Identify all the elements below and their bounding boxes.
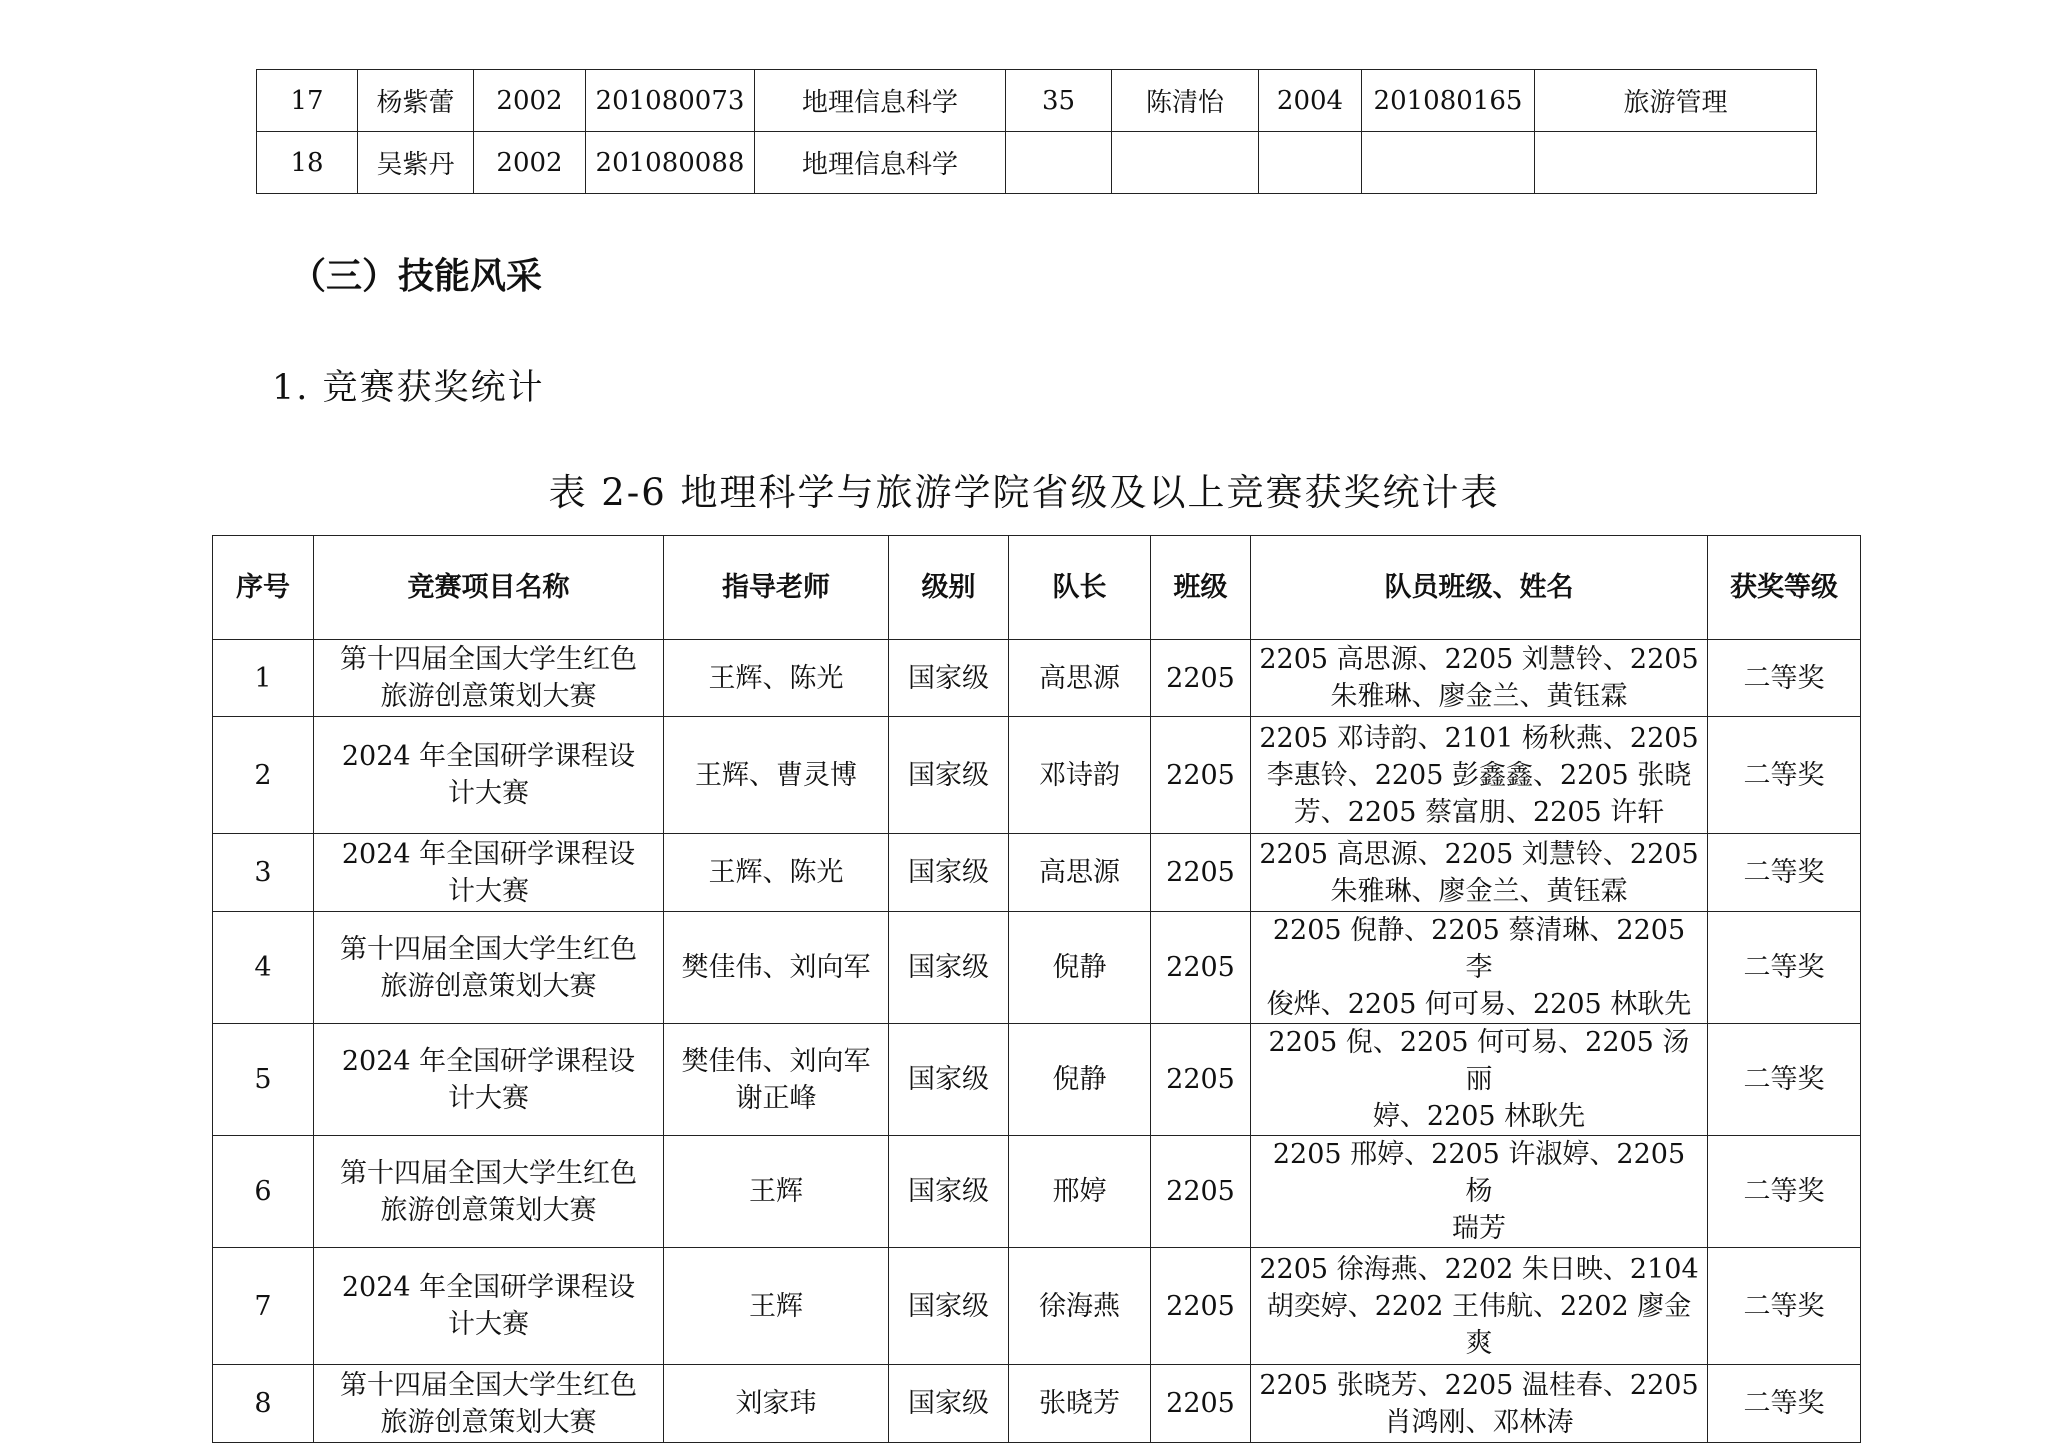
header-competition-name: 竞赛项目名称 [314, 536, 664, 640]
cell-members: 2205 高思源、2205 刘慧铃、2205 朱雅琳、廖金兰、黄钰霖 [1251, 640, 1708, 717]
table-row [213, 1024, 1861, 1136]
cell-class: 2205 [1151, 1248, 1251, 1365]
cell-index: 5 [213, 1024, 314, 1136]
cell-level: 国家级 [889, 912, 1009, 1024]
cell-team-leader: 张晓芳 [1009, 1365, 1151, 1443]
cell-members: 2205 倪静、2205 蔡清琳、2205 李 俊烨、2205 何可易、2205 林耿先 [1251, 912, 1708, 1024]
header-index: 序号 [213, 536, 314, 640]
cell-competition-name: 第十四届全国大学生红色 旅游创意策划大赛 [314, 1365, 664, 1443]
cell-class: 2205 [1151, 1365, 1251, 1443]
cell-class: 2002 [474, 132, 586, 194]
cell-advisor: 樊佳伟、刘向军 [664, 912, 889, 1024]
competition-award-table [212, 535, 1861, 1443]
cell-level: 国家级 [889, 1024, 1009, 1136]
cell-class: 2205 [1151, 912, 1251, 1024]
cell-name: 杨紫蕾 [358, 70, 474, 132]
cell-class-right [1259, 132, 1362, 194]
cell-class: 2205 [1151, 1136, 1251, 1248]
cell-advisor: 刘家玮 [664, 1365, 889, 1443]
cell-advisor: 王辉、曹灵博 [664, 717, 889, 834]
cell-award-grade: 二等奖 [1708, 912, 1861, 1024]
cell-competition-name: 2024 年全国研学课程设 计大赛 [314, 1024, 664, 1136]
cell-index: 2 [213, 717, 314, 834]
cell-team-leader: 邢婷 [1009, 1136, 1151, 1248]
header-team-leader: 队长 [1009, 536, 1151, 640]
cell-index: 18 [257, 132, 358, 194]
table-header-row [213, 536, 1861, 640]
cell-index-right: 35 [1006, 70, 1112, 132]
cell-award-grade: 二等奖 [1708, 717, 1861, 834]
table-row [213, 1136, 1861, 1248]
cell-award-grade: 二等奖 [1708, 1365, 1861, 1443]
cell-index: 7 [213, 1248, 314, 1365]
table-row [213, 1365, 1861, 1443]
cell-index: 3 [213, 834, 314, 912]
table-row [257, 132, 1817, 194]
cell-name-right: 陈清怡 [1112, 70, 1259, 132]
cell-major-right: 旅游管理 [1535, 70, 1817, 132]
cell-index-right [1006, 132, 1112, 194]
cell-team-leader: 高思源 [1009, 640, 1151, 717]
subheading: 1. 竞赛获奖统计 [272, 368, 545, 408]
cell-student-id: 201080073 [586, 70, 755, 132]
cell-award-grade: 二等奖 [1708, 1136, 1861, 1248]
cell-name: 吴紫丹 [358, 132, 474, 194]
cell-student-id: 201080088 [586, 132, 755, 194]
cell-members: 2205 高思源、2205 刘慧铃、2205 朱雅琳、廖金兰、黄钰霖 [1251, 834, 1708, 912]
cell-competition-name: 2024 年全国研学课程设 计大赛 [314, 717, 664, 834]
table-caption: 表 2-6 地理科学与旅游学院省级及以上竞赛获奖统计表 [548, 471, 1500, 514]
table-row [213, 912, 1861, 1024]
cell-competition-name: 第十四届全国大学生红色 旅游创意策划大赛 [314, 640, 664, 717]
cell-index: 17 [257, 70, 358, 132]
table-row [213, 834, 1861, 912]
cell-class: 2002 [474, 70, 586, 132]
header-advisor: 指导老师 [664, 536, 889, 640]
cell-class-right: 2004 [1259, 70, 1362, 132]
cell-name-right [1112, 132, 1259, 194]
cell-index: 4 [213, 912, 314, 1024]
cell-advisor: 樊佳伟、刘向军 谢正峰 [664, 1024, 889, 1136]
header-class: 班级 [1151, 536, 1251, 640]
header-members: 队员班级、姓名 [1251, 536, 1708, 640]
cell-members: 2205 邓诗韵、2101 杨秋燕、2205 李惠铃、2205 彭鑫鑫、2205 张晓 芳、2205 蔡富朋、2205 许轩 [1251, 717, 1708, 834]
cell-level: 国家级 [889, 717, 1009, 834]
cell-team-leader: 倪静 [1009, 912, 1151, 1024]
cell-team-leader: 徐海燕 [1009, 1248, 1151, 1365]
header-award-grade: 获奖等级 [1708, 536, 1861, 640]
cell-index: 8 [213, 1365, 314, 1443]
cell-level: 国家级 [889, 1136, 1009, 1248]
cell-team-leader: 邓诗韵 [1009, 717, 1151, 834]
cell-class: 2205 [1151, 717, 1251, 834]
table-row [213, 640, 1861, 717]
cell-competition-name: 2024 年全国研学课程设 计大赛 [314, 1248, 664, 1365]
cell-award-grade: 二等奖 [1708, 1248, 1861, 1365]
cell-index: 1 [213, 640, 314, 717]
cell-class: 2205 [1151, 834, 1251, 912]
cell-class: 2205 [1151, 1024, 1251, 1136]
cell-major: 地理信息科学 [755, 70, 1006, 132]
cell-competition-name: 第十四届全国大学生红色 旅游创意策划大赛 [314, 912, 664, 1024]
section-heading: （三）技能风采 [290, 256, 543, 297]
cell-competition-name: 2024 年全国研学课程设 计大赛 [314, 834, 664, 912]
cell-student-id-right [1362, 132, 1535, 194]
cell-team-leader: 高思源 [1009, 834, 1151, 912]
cell-class: 2205 [1151, 640, 1251, 717]
cell-student-id-right: 201080165 [1362, 70, 1535, 132]
cell-award-grade: 二等奖 [1708, 640, 1861, 717]
cell-members: 2205 张晓芳、2205 温桂春、2205 肖鸿刚、邓林涛 [1251, 1365, 1708, 1443]
cell-level: 国家级 [889, 834, 1009, 912]
cell-advisor: 王辉 [664, 1136, 889, 1248]
table-row [257, 70, 1817, 132]
cell-advisor: 王辉、陈光 [664, 640, 889, 717]
cell-members: 2205 邢婷、2205 许淑婷、2205 杨 瑞芳 [1251, 1136, 1708, 1248]
cell-team-leader: 倪静 [1009, 1024, 1151, 1136]
table-row [213, 1248, 1861, 1365]
header-level: 级别 [889, 536, 1009, 640]
cell-index: 6 [213, 1136, 314, 1248]
cell-award-grade: 二等奖 [1708, 834, 1861, 912]
cell-major: 地理信息科学 [755, 132, 1006, 194]
cell-award-grade: 二等奖 [1708, 1024, 1861, 1136]
cell-level: 国家级 [889, 640, 1009, 717]
cell-level: 国家级 [889, 1248, 1009, 1365]
cell-members: 2205 徐海燕、2202 朱日映、2104 胡奕婷、2202 王伟航、2202 廖金 爽 [1251, 1248, 1708, 1365]
cell-competition-name: 第十四届全国大学生红色 旅游创意策划大赛 [314, 1136, 664, 1248]
cell-level: 国家级 [889, 1365, 1009, 1443]
table-row [213, 717, 1861, 834]
cell-members: 2205 倪、2205 何可易、2205 汤丽 婷、2205 林耿先 [1251, 1024, 1708, 1136]
cell-advisor: 王辉、陈光 [664, 834, 889, 912]
student-list-table-continued [256, 69, 1817, 194]
cell-major-right [1535, 132, 1817, 194]
cell-advisor: 王辉 [664, 1248, 889, 1365]
